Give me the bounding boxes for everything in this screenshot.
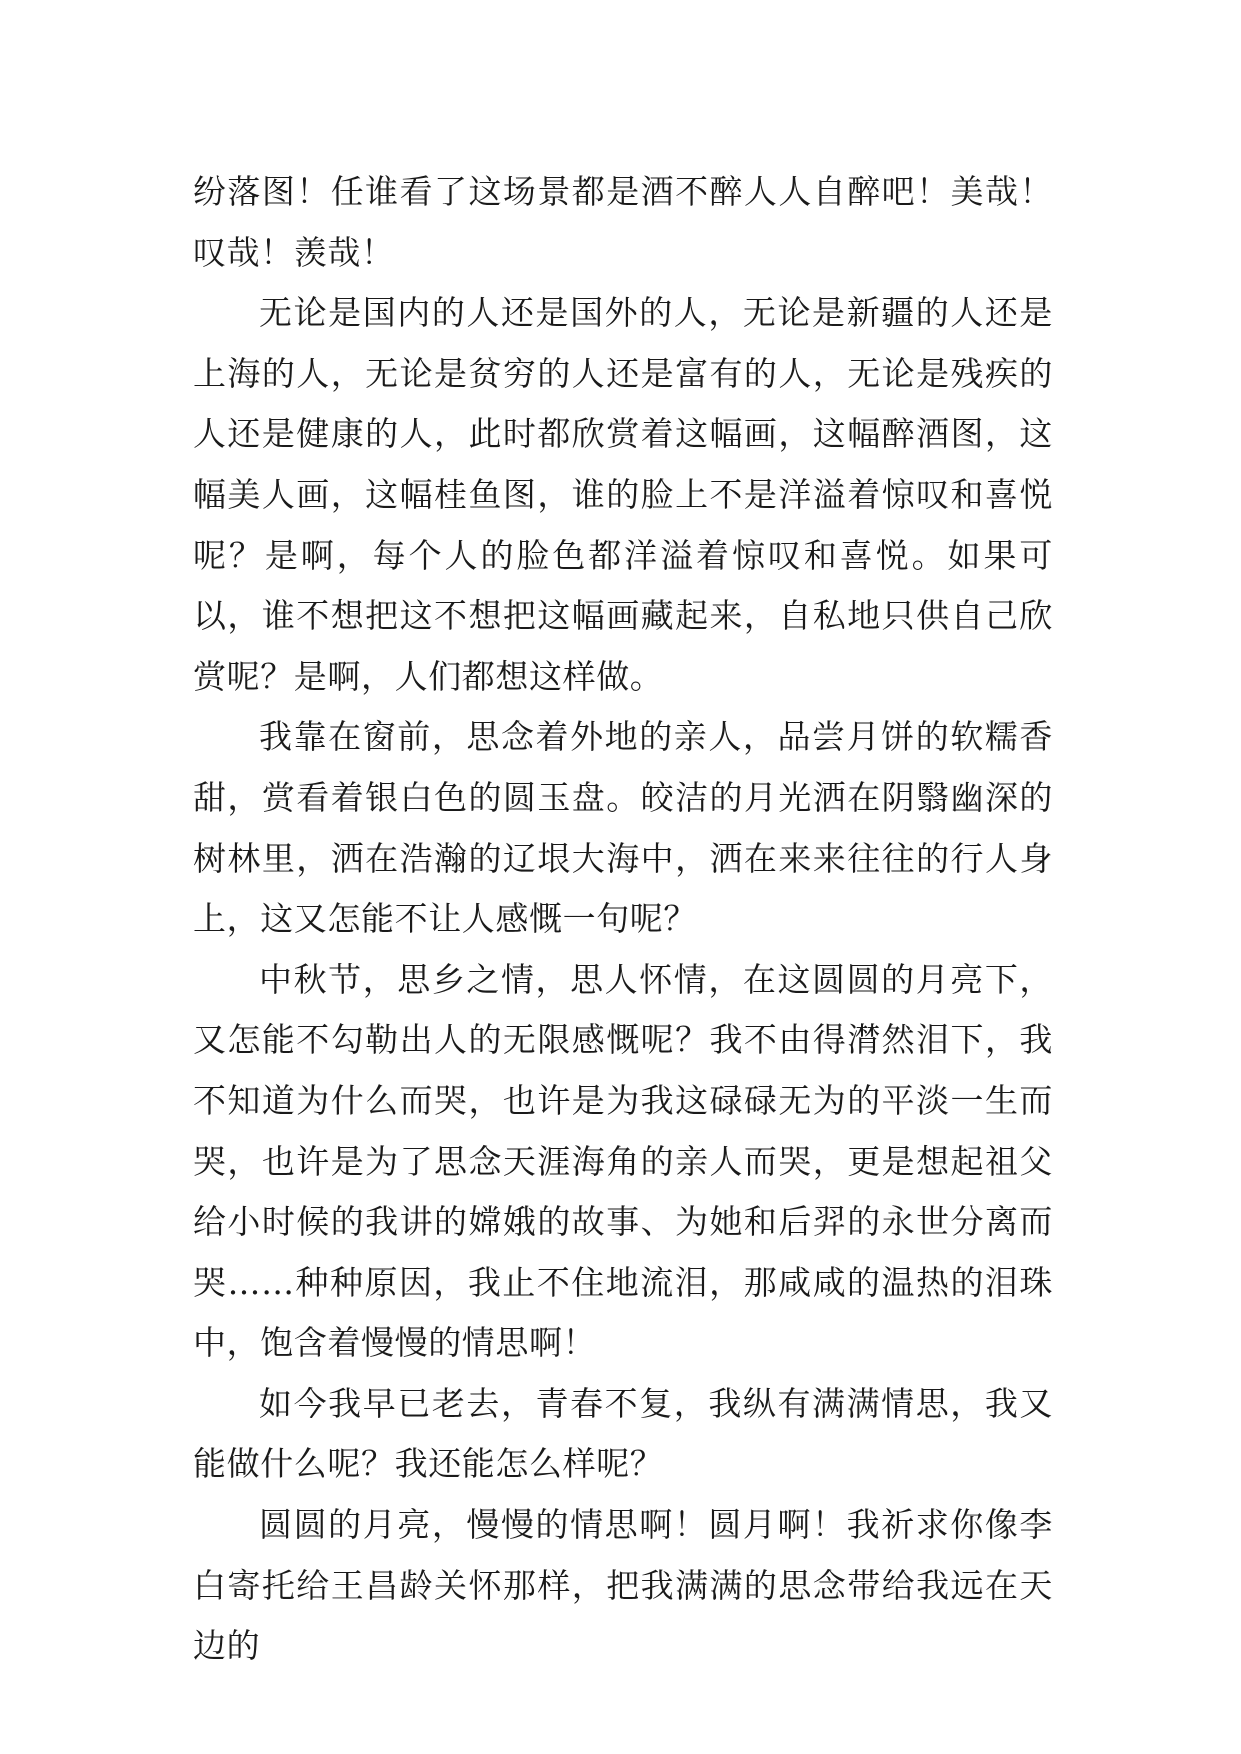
paragraph-4: 中秋节，思乡之情，思人怀情，在这圆圆的月亮下，又怎能不勾勒出人的无限感慨呢？我不由得潸然泪下，我不知道为什么而哭，也许是为我这碌碌无为的平淡一生而哭，也许是为了思念天涯海角的亲人而哭，更是想起祖父给小时候的我讲的嫦娥的故事、为她和后羿的永世分离而哭……种种原因，我止不住地流泪，那咸咸的温热的泪珠中，饱含着慢慢的情思啊！ [193, 959, 1053, 1363]
paragraph-3: 我靠在窗前，思念着外地的亲人，品尝月饼的软糯香甜，赏看着银白色的圆玉盘。皎洁的月光洒在阴翳幽深的树林里，洒在浩瀚的辽垠大海中，洒在来来往往的行人身上，这又怎能不让人感慨一句呢？ [193, 717, 1053, 939]
paragraph-5: 如今我早已老去，青春不复，我纵有满满情思，我又能做什么呢？我还能怎么样呢？ [193, 1383, 1053, 1484]
paragraph-1: 纷落图！任谁看了这场景都是酒不醉人人自醉吧！美哉！叹哉！羡哉！ [193, 172, 1053, 272]
document-body [193, 162, 1053, 1677]
paragraph-6: 圆圆的月亮，慢慢的情思啊！圆月啊！我祈求你像李白寄托给王昌龄关怀那样，把我满满的思念带给我远在天边的 [193, 1505, 1053, 1666]
paragraph-2: 无论是国内的人还是国外的人，无论是新疆的人还是上海的人，无论是贫穷的人还是富有的人，无论是残疾的人还是健康的人，此时都欣赏着这幅画，这幅醉酒图，这幅美人画，这幅桂鱼图，谁的脸上不是洋溢着惊叹和喜悦呢？是啊，每个人的脸色都洋溢着惊叹和喜悦。如果可以，谁不想把这不想把这幅画藏起来，自私地只供自己欣赏呢？是啊，人们都想这样做。 [193, 293, 1053, 696]
